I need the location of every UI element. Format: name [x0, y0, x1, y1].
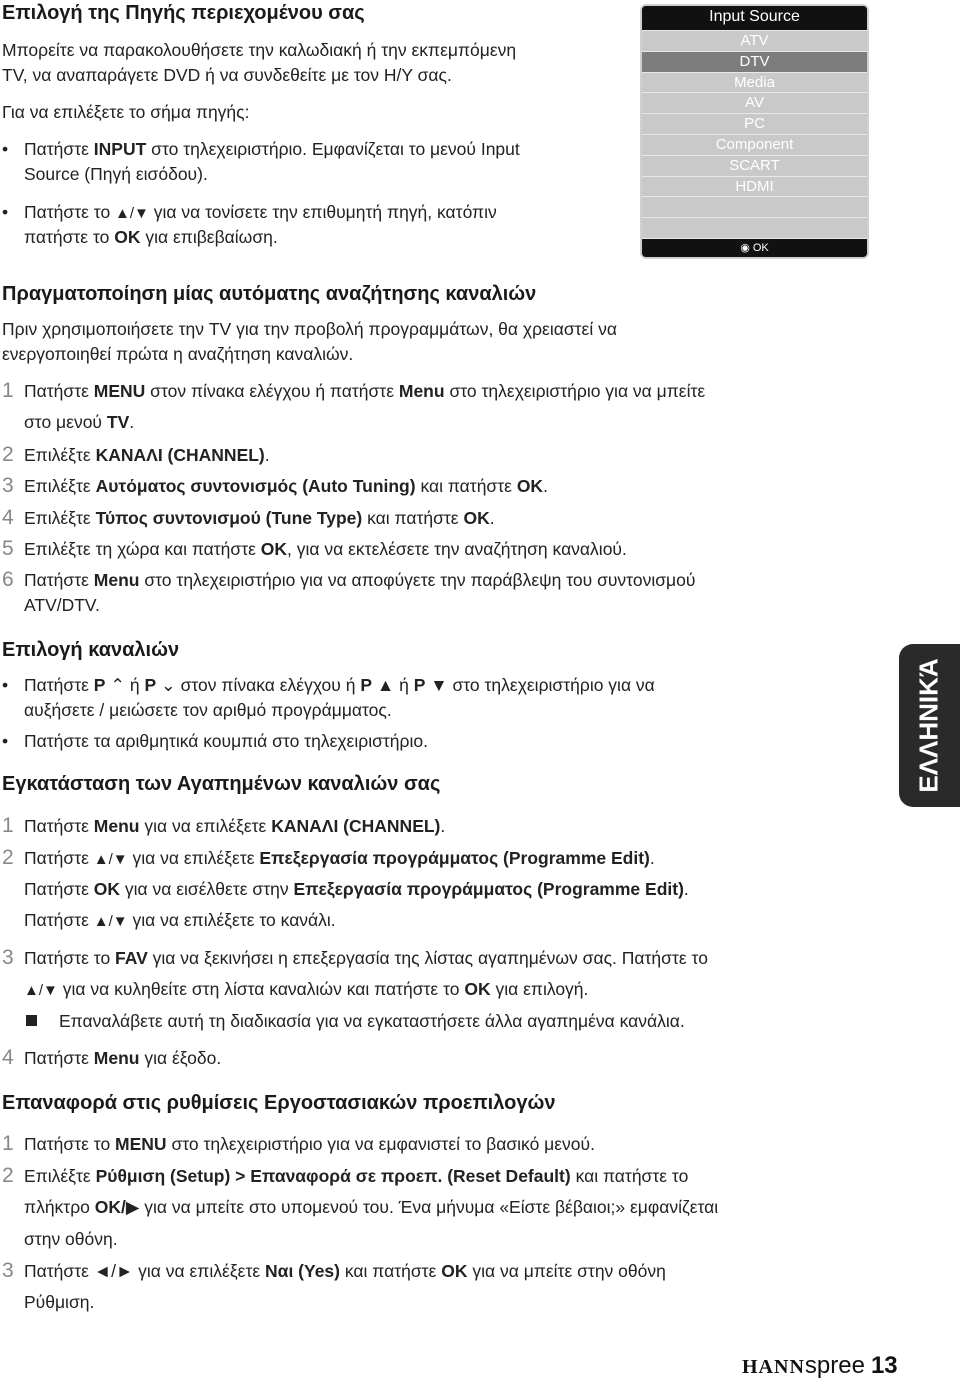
source-intro-line1: Μπορείτε να παρακολουθήσετε την καλωδιακή ή την εκπεμπόμενη	[2, 40, 517, 60]
autotune-step-5: 5 Επιλέξτε τη χώρα και πατήστε OK, για να εκτελέσετε την αναζήτηση καναλιού.	[2, 537, 627, 560]
section-title-source: Επιλογή της Πηγής περιεχομένου σας	[2, 2, 365, 24]
footer	[742, 1352, 898, 1380]
menu-item-av[interactable]: AV	[642, 92, 867, 113]
section-title-channel-select: Επιλογή καναλιών	[2, 639, 180, 661]
fav-step-2: 2 Πατήστε ▲/▼ για να επιλέξετε Επεξεργασία προγράμματος (Programme Edit).	[2, 846, 655, 869]
page-number: 13	[870, 1352, 898, 1379]
reset-step-3-cont: Ρύθμιση.	[24, 1292, 95, 1312]
autotune-step-2: 2 Επιλέξτε ΚΑΝΑΛΙ (CHANNEL).	[2, 443, 270, 466]
source-instructions: Για να επιλέξετε το σήμα πηγής:	[2, 102, 250, 122]
fav-step-2-line2: Πατήστε OK για να εισέλθετε στην Επεξεργασία προγράμματος (Programme Edit).	[24, 879, 689, 899]
ok-icon: ◉	[740, 242, 750, 254]
reset-step-2-line2: πλήκτρο OK/▶ για να μπείτε στο υπομενού του. Ένα μήνυμα «Είστε βέβαιοι;» εμφανίζεται	[24, 1197, 719, 1217]
source-bullet-1-cont: Source (Πηγή εισόδου).	[24, 164, 208, 184]
autotune-step-6: 6 Πατήστε Menu στο τηλεχειριστήριο για να αποφύγετε την παράβλεψη του συντονισμού	[2, 568, 696, 591]
fav-step-3-cont: ▲/▼ για να κυληθείτε στη λίστα καναλιών και πατήστε το OK για επιλογή.	[24, 979, 589, 999]
chevron-up-icon: ⌃	[110, 675, 126, 695]
fav-step-3: 3 Πατήστε το FAV για να ξεκινήσει η επεξεργασία της λίστας αγαπημένων σας. Πατήστε το	[2, 946, 708, 969]
language-side-tab	[899, 644, 960, 807]
chevron-down-icon: ⌄	[161, 675, 176, 695]
source-bullet-2: • Πατήστε το ▲/▼ για να τονίσετε την επιθυμητή πηγή, κατόπιν	[2, 202, 497, 222]
autotune-step-1-cont: στο μενού TV.	[24, 412, 135, 432]
fav-step-4: 4 Πατήστε Menu για έξοδο.	[2, 1046, 222, 1069]
reset-step-2: 2 Επιλέξτε Ρύθμιση (Setup) > Επαναφορά σε προεπ. (Reset Default) και πατήστε το	[2, 1164, 689, 1187]
input-source-menu	[640, 4, 869, 259]
autotune-step-6-cont: ATV/DTV.	[24, 595, 100, 615]
reset-step-3: 3 Πατήστε ◄/► για να επιλέξετε Ναι (Yes) και πατήστε OK για να μπείτε στην οθόνη	[2, 1259, 666, 1282]
source-intro-line2: TV, να αναπαράγετε DVD ή να συνδεθείτε με τον Η/Υ σας.	[2, 65, 452, 85]
autotune-intro-1: Πριν χρησιμοποιήσετε την TV για την προβολή προγραμμάτων, θα χρειαστεί να	[2, 319, 617, 339]
reset-step-2-line3: στην οθόνη.	[24, 1229, 118, 1249]
menu-item-pc[interactable]: PC	[642, 113, 867, 134]
section-title-autotune: Πραγματοποίηση μίας αυτόματης αναζήτησης καναλιών	[2, 283, 537, 305]
menu-title: Input Source	[642, 6, 867, 30]
square-bullet-icon	[26, 1015, 37, 1026]
source-bullet-1: • Πατήστε INPUT στο τηλεχειριστήριο. Εμφανίζεται το μενού Input	[2, 139, 520, 159]
fav-step-1: 1 Πατήστε Menu για να επιλέξετε ΚΑΝΑΛΙ (CHANNEL).	[2, 814, 446, 837]
autotune-step-3: 3 Επιλέξτε Αυτόματος συντονισμός (Auto Tuning) και πατήστε OK.	[2, 474, 548, 497]
brand-logo-spree: spree	[804, 1352, 865, 1379]
menu-footer-label: OK	[752, 242, 769, 254]
menu-item-empty	[642, 196, 867, 217]
menu-footer	[642, 239, 867, 257]
channel-bullet-1: • Πατήστε P ⌃ ή P ⌄ στον πίνακα ελέγχου ή P ▲ ή P ▼ στο τηλεχειριστήριο για να	[2, 675, 655, 695]
source-bullet-2-cont: πατήστε το OK για επιβεβαίωση.	[24, 227, 278, 247]
fav-step-2-line3: Πατήστε ▲/▼ για να επιλέξετε το κανάλι.	[24, 910, 336, 930]
triangle-up-icon: ▲	[376, 675, 395, 695]
menu-item-component[interactable]: Component	[642, 134, 867, 155]
language-label: ΕΛΛΗΝΙΚΆ	[914, 658, 945, 793]
menu-item-dtv[interactable]: DTV	[642, 51, 867, 72]
autotune-intro-2: ενεργοποιηθεί πρώτα η αναζήτηση καναλιών.	[2, 344, 354, 364]
menu-item-hdmi[interactable]: HDMI	[642, 176, 867, 197]
brand-logo-hann: HANN	[742, 1356, 805, 1378]
menu-item-atv[interactable]: ATV	[642, 30, 867, 51]
menu-item-empty	[642, 217, 867, 238]
section-title-favorites: Εγκατάσταση των Αγαπημένων καναλιών σας	[2, 773, 441, 795]
reset-step-1: 1 Πατήστε το MENU στο τηλεχειριστήριο για να εμφανιστεί το βασικό μενού.	[2, 1132, 595, 1155]
menu-item-media[interactable]: Media	[642, 72, 867, 93]
fav-step-3-note: Επαναλάβετε αυτή τη διαδικασία για να εγκαταστήσετε άλλα αγαπημένα κανάλια.	[26, 1009, 685, 1034]
section-title-factory-reset: Επαναφορά στις ρυθμίσεις Εργοστασιακών προεπιλογών	[2, 1092, 556, 1114]
triangle-down-icon: ▼	[430, 675, 448, 695]
autotune-step-4: 4 Επιλέξτε Τύπος συντονισμού (Tune Type) και πατήστε OK.	[2, 506, 495, 529]
channel-bullet-2: • Πατήστε τα αριθμητικά κουμπιά στο τηλεχειριστήριο.	[2, 731, 428, 751]
menu-item-scart[interactable]: SCART	[642, 155, 867, 176]
autotune-step-1: 1 Πατήστε MENU στον πίνακα ελέγχου ή πατήστε Menu στο τηλεχειριστήριο για να μπείτε	[2, 379, 706, 402]
channel-bullet-1-cont: αυξήσετε / μειώσετε τον αριθμό προγράμματος.	[24, 700, 392, 720]
